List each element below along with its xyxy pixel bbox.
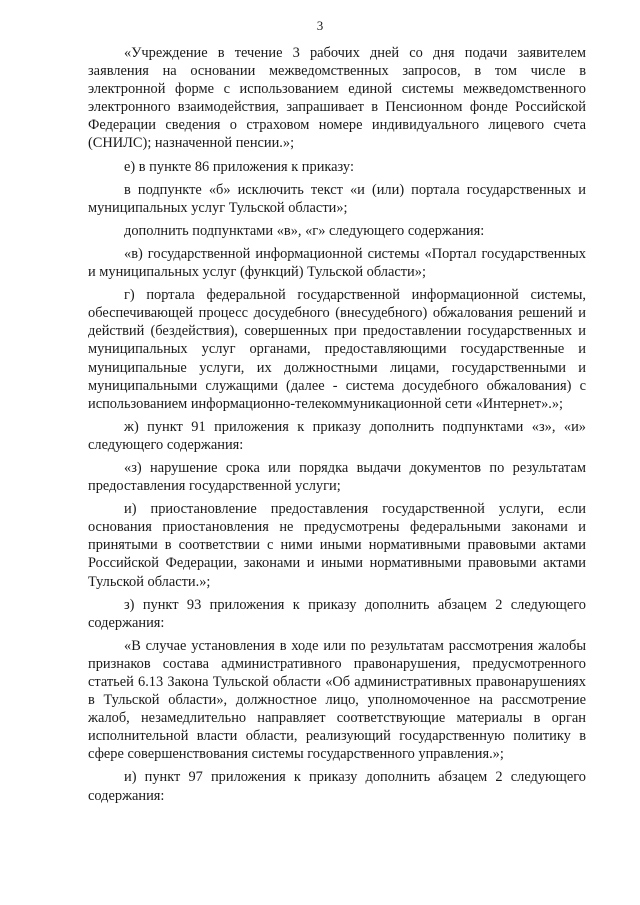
paragraph-subitem-b: в подпункте «б» исключить текст «и (или) портала государственных и муниципальных услуг Тульской области»; <box>88 181 586 216</box>
paragraph-subitem-v: «в) государственной информационной системы «Портал государственных и муниципальных услуг (функций) Тульской области»; <box>88 245 586 281</box>
paragraph-item-zh: ж) пункт 91 приложения к приказу дополнить подпунктами «з», «и» следующего содержания: <box>88 418 586 453</box>
paragraph-subitem-g: г) портала федеральной государственной информационной системы, обеспечивающей процесс досудебного (внесудебного) обжалования решений и действий (бездействия), совершенных при предоставлении государственных и муниципальных услуг органами, предоставляющими государственные и муниципальные услуги, их должностными лицами, государственными и муниципальными служащими (далее - система досудебного обжалования) с использованием информационно-телекоммуникационной сети «Интернет».»; <box>88 287 586 412</box>
paragraph-complaint: «В случае установления в ходе или по результатам рассмотрения жалобы признаков состава административного правонарушения, предусмотренного статьей 6.13 Закона Тульской области «Об административных правонарушениях в Тульской области», должностное лицо, уполномоченное на рассмотрение жалоб, незамедлительно направляет соответствующие материалы в орган исполнительной власти области, реализующий государственную политику в сфере совершенствования системы государственного управления.»; <box>88 637 586 763</box>
paragraph-subitem-z: «з) нарушение срока или порядка выдачи документов по результатам предоставления государственной услуги; <box>88 459 586 495</box>
paragraph-item-z: з) пункт 93 приложения к приказу дополнить абзацем 2 следующего содержания: <box>88 596 586 631</box>
document-body <box>88 44 586 810</box>
paragraph-item-e: е) в пункте 86 приложения к приказу: <box>124 158 354 175</box>
paragraph-add-subitems: дополнить подпунктами «в», «г» следующего содержания: <box>124 222 485 239</box>
paragraph-snils: «Учреждение в течение 3 рабочих дней со дня подачи заявителем заявления на основании межведомственных запросов, в том числе в электронной форме с использованием единой системы межведомственного электронного взаимодействия, запрашивает в Пенсионном фонде Российской Федерации сведения о страховом номере индивидуального лицевого счета (СНИЛС); назначенной пенсии.»; <box>88 45 586 152</box>
page-number: 3 <box>316 18 324 33</box>
paragraph-item-i: и) пункт 97 приложения к приказу дополнить абзацем 2 следующего содержания: <box>88 769 586 804</box>
paragraph-subitem-i: и) приостановление предоставления государственной услуги, если основания приостановления не предусмотрены федеральными законами и принятыми в соответствии с ними иными нормативными правовыми актами Российской Федерации, законами и иными нормативными правовыми актами Тульской области.»; <box>88 501 586 590</box>
